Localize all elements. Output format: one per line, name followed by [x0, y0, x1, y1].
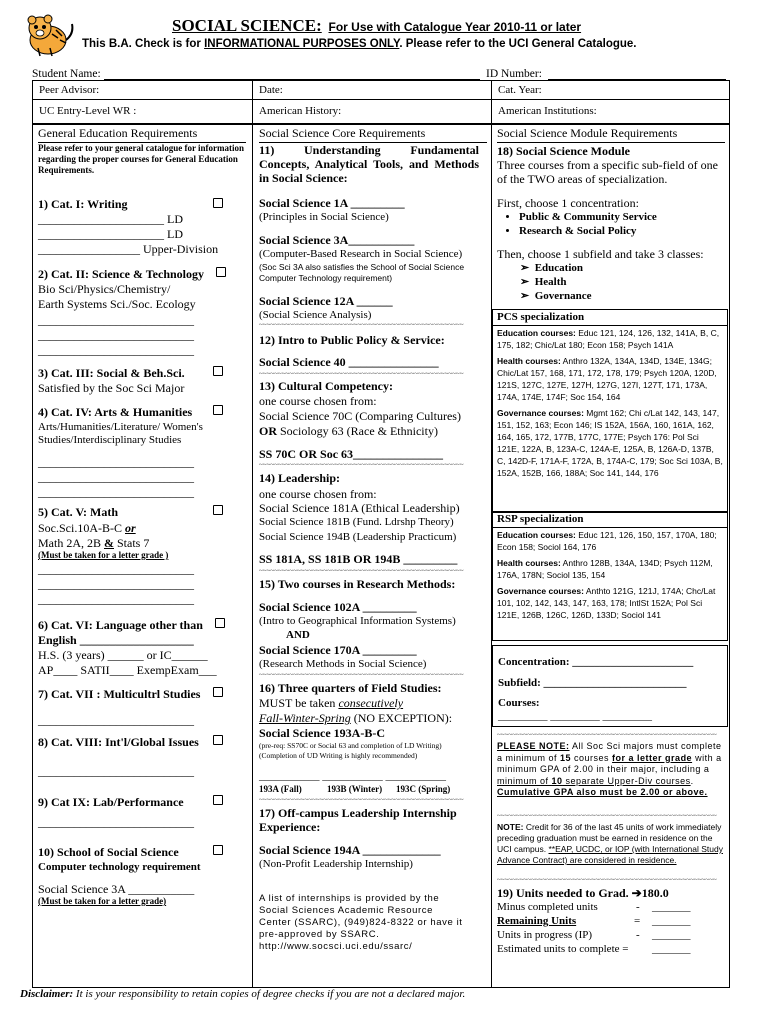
core-heading: Social Science Core Requirements	[259, 126, 487, 143]
cat4-checkbox[interactable]	[213, 405, 223, 415]
cat-year-field[interactable]: Cat. Year:	[498, 84, 542, 96]
cat10-note: (Must be taken for a letter grade)	[38, 896, 167, 906]
item15: 15) Two courses in Research Methods:	[259, 577, 456, 591]
item16: 16) Three quarters of Field Studies:	[259, 681, 442, 695]
item16-line-1: MUST be taken consecutively	[259, 696, 404, 710]
soc63: OR Sociology 63 (Race & Ethnicity)	[259, 424, 438, 438]
divider: ~~~~~~~~~~~~~~~~~~~~~~~~~~~~~~~~~~~~~~~~~~~~~~~~~~~~~~	[259, 671, 464, 679]
item11: 11) Understanding Fundamental Concepts, Analytical Tools, and Methods in Social Science:	[259, 143, 479, 185]
item16-line-2: Fall-Winter-Spring (NO EXCEPTION):	[259, 711, 453, 725]
uc-entry-field[interactable]: UC Entry-Level WR :	[39, 105, 137, 117]
cat4-blank-2[interactable]: __________________________	[38, 470, 194, 484]
residence-note: NOTE: Credit for 36 of the last 45 units of work immediately preceding graduation must be earned in residence on the UCI campus. **EAP, UCDC, or IOP (with International Study Advance Contract) are considered in residence.	[497, 822, 723, 865]
units-blank-4[interactable]: _______	[652, 943, 691, 955]
pcs-education: Education courses: Educ 121, 124, 126, 132, 141A, B, C, 175, 182; Chic/Lat 180; Econ 158; Psych 141A	[497, 328, 720, 350]
ss3a-note: (Soc Sci 3A also satisfies the School of Social Science Computer Technology requirement)	[259, 262, 465, 283]
quarter-winter: 193B (Winter)	[327, 784, 383, 794]
cat7-label: 7) Cat. VII : Multicultrl Studies	[38, 687, 201, 701]
units-op-1: -	[636, 901, 640, 913]
units-blank-1[interactable]: _______	[652, 901, 691, 913]
cat10-label: 10) School of Social Science	[38, 845, 179, 859]
cat5-note: (Must be taken for a letter grade )	[38, 550, 169, 560]
internship-info: A list of internships is provided by the Social Sciences Academic Resource Center (SSARC), (949)824-8322 or have it pre-approved by SSARC. http://www.socsci.uci.edu/ssarc/	[259, 893, 463, 952]
cat5-line-1: Soc.Sci.10A-B-C or	[38, 521, 136, 535]
ss102a-desc: (Intro to Geographical Information Systems)	[259, 615, 456, 627]
pcs-health: Health courses: Anthro 132A, 134A, 134D, 134E, 134G; Chic/Lat 157, 168, 171, 172, 178, 179; Psych 120A, 120D, 121S, 127C, 127E, 127H, 127G, 127I, 127T, 171, 173A, 174A, 174E, 174F; Soc 154, 164	[497, 356, 717, 402]
cat3-desc: Satisfied by the Soc Sci Major	[38, 381, 185, 395]
cat2-checkbox[interactable]	[216, 267, 226, 277]
ss194a-desc: (Non-Profit Leadership Internship)	[259, 858, 413, 870]
ge-heading: General Education Requirements	[38, 126, 246, 143]
divider: ~~~~~~~~~~~~~~~~~~~~~~~~~~~~~~~~~~~~~~~~~~~~~~~~~~~~~~	[259, 796, 464, 804]
units-op-3: -	[636, 929, 640, 941]
cat10-sub: Computer technology requirement	[38, 861, 201, 873]
ss193: Social Science 193A-B-C	[259, 726, 385, 740]
id-number-label: ID Number:	[486, 68, 542, 80]
cat5-checkbox[interactable]	[213, 505, 223, 515]
cat2-desc-1: Bio Sci/Physics/Chemistry/	[38, 282, 171, 296]
pcs-box	[492, 309, 728, 513]
concentration-field[interactable]: Concentration: ______________________	[498, 656, 694, 668]
conc-research-policy: • Research & Social Policy	[519, 224, 725, 238]
cat4-desc: Arts/Humanities/Literature/ Women's Studies/Interdisciplinary Studies	[38, 421, 203, 446]
ss102a-field[interactable]: Social Science 102A _________	[259, 600, 417, 614]
cat8-blank[interactable]: __________________________	[38, 764, 194, 778]
cat6-checkbox[interactable]	[215, 618, 225, 628]
cat8-checkbox[interactable]	[213, 735, 223, 745]
student-name-label: Student Name:	[32, 68, 101, 80]
cat6-line-2[interactable]: English ___________________	[38, 633, 194, 647]
quarter-blanks[interactable]: ___________ ___________ ___________	[259, 770, 446, 782]
american-history-field[interactable]: American History:	[259, 105, 342, 117]
pcs-governance: Governance courses: Mgmt 162; Chi c/Lat 142, 143, 147, 151, 152, 163; Econ 146; IS 152A, 156A, 160, 161A, 162, 164, 165, 172, 177B, 177C, 177E; Psych 176: Pol Sci 121E, 122A, B, 123A-C, 124A-E, 125A, B, 126A-D, 137B, C, 142D-F, 171A-F, 172A, B, 174A-C, 179; Soc Sci 103A, B, 152A, 152B, 166, 188A; Soc 141, 144, 176	[497, 408, 723, 478]
ge-note: Please refer to your general catalogue for information regarding the proper courses for General Education Requirements.	[38, 143, 245, 175]
units-blank-3[interactable]: _______	[652, 929, 691, 941]
then-choose: Then, choose 1 subfield and take 3 classes:	[497, 247, 704, 261]
cat10-course[interactable]: Social Science 3A ___________	[38, 882, 195, 896]
ss70c-field[interactable]: SS 70C OR Soc 63_______________	[259, 447, 444, 461]
divider: ~~~~~~~~~~~~~~~~~~~~~~~~~~~~~~~~~~~~~~~~~~~~~~~~~~~~~~	[259, 321, 464, 329]
please-note: PLEASE NOTE: All Soc Sci majors must complete a minimum of 15 courses for a letter grade with a minimum GPA of 2.00 in their major, including a minimum of 10 separate Upper-Div courses. Cumulative GPA also must be 2.00 or above.	[497, 741, 722, 797]
info-grid	[32, 80, 730, 124]
cat6-line-3[interactable]: H.S. (3 years) ______ or IC______	[38, 648, 208, 662]
cat3-label: 3) Cat. III: Social & Beh.Sci.	[38, 366, 185, 380]
rsp-box	[492, 511, 728, 641]
item18: 18) Social Science Module	[497, 144, 630, 158]
cat1-line-2[interactable]: _____________________ LD	[38, 227, 183, 241]
cat7-blank[interactable]: __________________________	[38, 713, 194, 727]
cat1-line-1[interactable]: _____________________ LD	[38, 212, 183, 226]
cat5-blank-3[interactable]: __________________________	[38, 592, 194, 606]
courses-blanks[interactable]: _________ _________ _________	[498, 710, 652, 722]
divider: ~~~~~~~~~~~~~~~~~~~~~~~~~~~~~~~~~~~~~~~~~~~~~~~~~~~~~~~~~~	[497, 731, 717, 739]
ge-column	[38, 126, 248, 143]
units-row-1[interactable]: Minus completed units	[497, 901, 598, 913]
cat1-checkbox[interactable]	[213, 198, 223, 208]
cat4-label: 4) Cat. IV: Arts & Humanities	[38, 405, 193, 419]
item13: 13) Cultural Competency:	[259, 379, 393, 393]
divider: ~~~~~~~~~~~~~~~~~~~~~~~~~~~~~~~~~~~~~~~~~~~~~~~~~~~~~~	[259, 461, 464, 469]
ss3a-field[interactable]: Social Science 3A___________	[259, 233, 415, 247]
subfield-field[interactable]: Subfield: __________________________	[498, 677, 687, 689]
cat3-checkbox[interactable]	[213, 366, 223, 376]
ss40-field[interactable]: Social Science 40 _______________	[259, 355, 439, 369]
ss181a: Social Science 181A (Ethical Leadership)	[259, 501, 460, 515]
divider: ~~~~~~~~~~~~~~~~~~~~~~~~~~~~~~~~~~~~~~~~~~~~~~~~~~~~~~~~~~	[497, 812, 717, 820]
selection-box	[492, 645, 728, 727]
page-subtitle: This B.A. Check is for INFORMATIONAL PURPOSES ONLY. Please refer to the UCI General Catalogue.	[82, 38, 637, 50]
units-blank-2[interactable]: _______	[652, 915, 691, 927]
divider: ~~~~~~~~~~~~~~~~~~~~~~~~~~~~~~~~~~~~~~~~~~~~~~~~~~~~~~~~~~	[497, 876, 717, 884]
american-institutions-field[interactable]: American Institutions:	[498, 105, 597, 117]
page-title: SOCIAL SCIENCE: For Use with Catalogue Year 2010-11 or later	[172, 16, 582, 35]
cat1-label: 1) Cat. I: Writing	[38, 197, 128, 211]
cat6-line-4[interactable]: AP____ SATII____ ExempExam___	[38, 663, 217, 677]
cat9-checkbox[interactable]	[213, 795, 223, 805]
ss181-field[interactable]: SS 181A, SS 181B OR 194B _________	[259, 552, 458, 566]
cat9-label: 9) Cat IX: Lab/Performance	[38, 795, 184, 809]
disclaimer: Disclaimer: It is your responsibility to retain copies of degree checks if you are not a declared major.	[20, 988, 466, 1000]
ss181b: Social Science 181B (Fund. Ldrshp Theory)	[259, 516, 454, 528]
rsp-heading: RSP specialization	[493, 512, 727, 528]
module-heading: Social Science Module Requirements	[497, 126, 725, 143]
cat9-blank[interactable]: __________________________	[38, 815, 194, 829]
ss194a-field[interactable]: Social Science 194A _____________	[259, 843, 441, 857]
cat1-line-3[interactable]: _________________ Upper-Division	[38, 242, 219, 256]
cat7-checkbox[interactable]	[213, 687, 223, 697]
ss170a-desc: (Research Methods in Social Science)	[259, 658, 427, 670]
units-row-2: Remaining Units	[497, 915, 577, 927]
peer-advisor-field[interactable]: Peer Advisor:	[39, 84, 100, 96]
quarter-spring: 193C (Spring)	[396, 784, 451, 794]
date-field[interactable]: Date:	[259, 84, 283, 96]
subfield-health: ➢ Health	[520, 276, 567, 288]
first-choose: First, choose 1 concentration:	[497, 196, 639, 210]
item17: 17) Off-campus Leadership Internship Experience:	[259, 806, 457, 834]
cat10-checkbox[interactable]	[213, 845, 223, 855]
cat5-label: 5) Cat. V: Math	[38, 505, 118, 519]
tiger-logo	[22, 10, 74, 60]
subfield-education: ➢ Education	[520, 262, 584, 274]
cat2-blank-1[interactable]: __________________________	[38, 313, 194, 327]
ss12a-field[interactable]: Social Science 12A ______	[259, 294, 393, 308]
cat8-label: 8) Cat. VIII: Int'l/Global Issues	[38, 735, 199, 749]
pcs-heading: PCS specialization	[493, 310, 727, 326]
ss193-note: (pre-req: SS70C or Social 63 and completion of LD Writing) (Completion of UD Writing is highly recommended)	[259, 741, 442, 760]
cat2-blank-3[interactable]: __________________________	[38, 343, 194, 357]
arrow-right-icon: ➔	[631, 886, 642, 900]
units-row-3: Units in progress (IP)	[497, 929, 593, 941]
conc-public-service: • Public & Community Service	[519, 210, 725, 224]
item14: 14) Leadership:	[259, 471, 340, 485]
ss194b: Social Science 194B (Leadership Practicum)	[259, 531, 457, 543]
rsp-health: Health courses: Anthro 128B, 134A, 134D; Psych 112M, 176A, 178N; Sociol 135, 154	[497, 558, 713, 580]
cat2-label: 2) Cat. II: Science & Technology	[38, 267, 204, 281]
cat4-blank-3[interactable]: __________________________	[38, 485, 194, 499]
rsp-governance: Governance courses: Anthto 121G, 121J, 174A; Chc/Lat 101, 102, 142, 143, 147, 163, 178; IntlSt 152A; Pol Sci 121E, 126B, 126C, 126D, 133D; Sociol 141	[497, 586, 716, 620]
units-op-2: =	[634, 915, 641, 927]
courses-field[interactable]: Courses:	[498, 697, 540, 709]
ss1a-field[interactable]: Social Science 1A _________	[259, 196, 405, 210]
item19: 19) Units needed to Grad. ➔180.0	[497, 886, 669, 900]
cat5-line-2: Math 2A, 2B & Stats 7	[38, 536, 150, 550]
subfield-governance: ➢ Governance	[520, 290, 592, 302]
and-label: AND	[286, 629, 310, 641]
cat5-blank-2[interactable]: __________________________	[38, 577, 194, 591]
item13-desc: one course chosen from:	[259, 394, 377, 408]
cat4-blank-1[interactable]: __________________________	[38, 455, 194, 469]
item18-desc: Three courses from a specific sub-field of one of the TWO areas of specialization.	[497, 158, 718, 186]
units-row-4: Estimated units to complete =	[497, 943, 629, 955]
item12: 12) Intro to Public Policy & Service:	[259, 333, 445, 347]
cat6-label: 6) Cat. VI: Language other than	[38, 618, 203, 632]
ss1a-desc: (Principles in Social Science)	[259, 211, 389, 223]
cat2-desc-2: Earth Systems Sci./Soc. Ecology	[38, 297, 196, 311]
ss12a-desc: (Social Science Analysis)	[259, 309, 372, 321]
cat2-blank-2[interactable]: __________________________	[38, 328, 194, 342]
quarter-fall: 193A (Fall)	[259, 784, 302, 794]
divider: ~~~~~~~~~~~~~~~~~~~~~~~~~~~~~~~~~~~~~~~~~~~~~~~~~~~~~~	[259, 567, 464, 575]
item14-desc: one course chosen from:	[259, 487, 377, 501]
ss3a-desc: (Computer-Based Research in Social Science)	[259, 248, 463, 260]
concentration-list	[497, 210, 725, 238]
rsp-education: Education courses: Educ 121, 126, 150, 157, 170A, 180; Econ 158; Sociol 164, 176	[497, 530, 717, 552]
cat5-blank-1[interactable]: __________________________	[38, 562, 194, 576]
divider: ~~~~~~~~~~~~~~~~~~~~~~~~~~~~~~~~~~~~~~~~~~~~~~~~~~~~~~	[259, 370, 464, 378]
ss170a-field[interactable]: Social Science 170A _________	[259, 643, 417, 657]
ss70c: Social Science 70C (Comparing Cultures)	[259, 409, 461, 423]
